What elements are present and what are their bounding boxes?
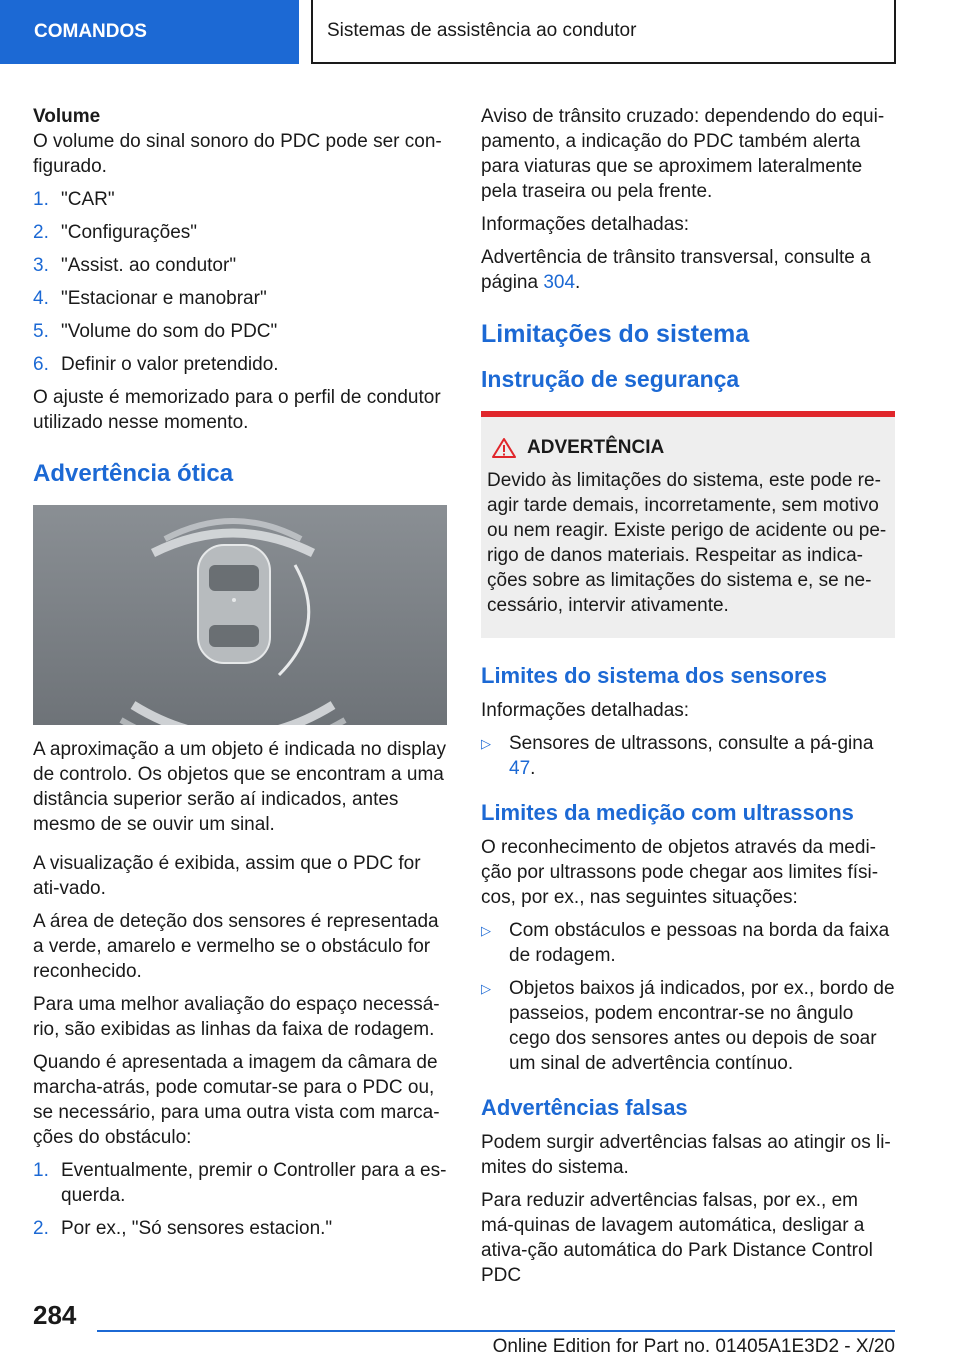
sensors-bullet-list [481,731,895,781]
page-link-47[interactable]: 47 [509,758,531,779]
paragraph: O reconhecimento de objetos através da medi-ção por ultrassons pode chegar aos limites físi-cos, por ex., nas seguintes situações: [481,837,879,908]
page-link-304[interactable]: 304 [543,272,576,293]
safety-heading: Instrução de segurança [481,366,740,392]
limits-heading: Limitações do sistema [481,320,750,348]
paragraph: A aproximação a um objeto é indicada no display de controlo. Os objetos que se encontram a uma distância superior serão aí indicados, antes mesmo de se ouvir um sinal. [33,739,446,835]
paragraph: Quando é apresentada a imagem da câmara de marcha-atrás, pode comutar-se para o PDC ou, se necessário, para uma outra vista com marca-ções do obstáculo: [33,1052,440,1148]
list-item: ▷ Com obstáculos e pessoas na borda da faixa de rodagem. [481,920,890,966]
false-heading: Advertências falsas [481,1095,688,1120]
left-column [33,104,447,1249]
paragraph: Para uma melhor avaliação do espaço necessá-rio, são exibidas as linhas da faixa de rodagem. [33,994,440,1040]
paragraph: Podem surgir advertências falsas ao atingir os li-mites do sistema. [481,1132,891,1178]
warning-triangle-icon [491,437,517,459]
list-item: 2. Por ex., "Só sensores estacion." [33,1218,333,1239]
volume-heading: Volume [33,106,101,127]
warning-title: ADVERTÊNCIA [487,435,887,460]
paragraph: A visualização é exibida, assim que o PDC for ati-vado. [33,853,421,899]
paragraph: Para reduzir advertências falsas, por ex., em má-quinas de lavagem automática, desligar a ativa-ção automática do Park Distance Control PDC [481,1190,873,1286]
ultra-heading: Limites da medição com ultrassons [481,800,854,825]
list-item: 4. "Estacionar e manobrar" [33,288,267,309]
ultra-bullet-list [481,918,895,1076]
list-item: 1. "CAR" [33,189,115,210]
warning-box [481,411,895,638]
list-item: 2. "Configurações" [33,222,198,243]
footer-edition: Online Edition for Part no. 01405A1E3D2 - X/20 [492,1336,895,1357]
list-item: 3. "Assist. ao condutor" [33,255,237,276]
pdc-display-image [33,505,447,725]
paragraph: Aviso de trânsito cruzado: dependendo do equi-pamento, a indicação do PDC também alerta para viaturas que se aproximem lateralmente pela traseira ou pela frente. [481,106,885,202]
list-item: ▷ Objetos baixos já indicados, por ex., bordo de passeios, podem encontrar-se no ângulo cego dos sensores antes ou depois de soar um sinal de advertência contínuo. [481,978,895,1074]
car-icon [198,545,270,663]
triangle-bullet-icon: ▷ [481,981,491,996]
footer-divider [97,1330,895,1332]
list-item: 5. "Volume do som do PDC" [33,321,278,342]
header-title: Sistemas de assistência ao condutor [311,0,896,64]
paragraph: Informações detalhadas: [481,214,690,235]
list-item: 6. Definir o valor pretendido. [33,354,279,375]
triangle-bullet-icon: ▷ [481,923,491,938]
sensors-heading: Limites do sistema dos sensores [481,663,828,688]
paragraph: A área de deteção dos sensores é representada a verde, amarelo e vermelho se o obstáculo for reconhecido. [33,911,439,982]
steps-list-volume [33,187,447,377]
triangle-bullet-icon: ▷ [481,736,491,751]
page-number: 284 [33,1300,77,1330]
paragraph: Informações detalhadas: [481,700,690,721]
paragraph: Advertência de trânsito transversal, consulte a página 304. [481,247,871,293]
steps-list-camera [33,1158,447,1241]
list-item: ▷ Sensores de ultrassons, consulte a pá-gina 47. [481,733,874,779]
right-column [481,104,895,1296]
warning-text: Devido às limitações do sistema, este pode re-agir tarde demais, incorretamente, sem motivo ou nem reagir. Existe perigo de acidente ou pe-rigo de danos materiais. Respeitar as indica-ções sobre as limitações do sistema e, se ne-cessário, intervir ativamente. [487,470,887,616]
list-item: 1. Eventualmente, premir o Controller para a es-querda. [33,1160,447,1206]
optic-heading: Advertência ótica [33,460,234,487]
header-section: COMANDOS [0,0,299,64]
volume-text: O volume do sinal sonoro do PDC pode ser con-figurado. [33,131,442,177]
after-steps-text: O ajuste é memorizado para o perfil de condutor utilizado nesse momento. [33,387,441,433]
